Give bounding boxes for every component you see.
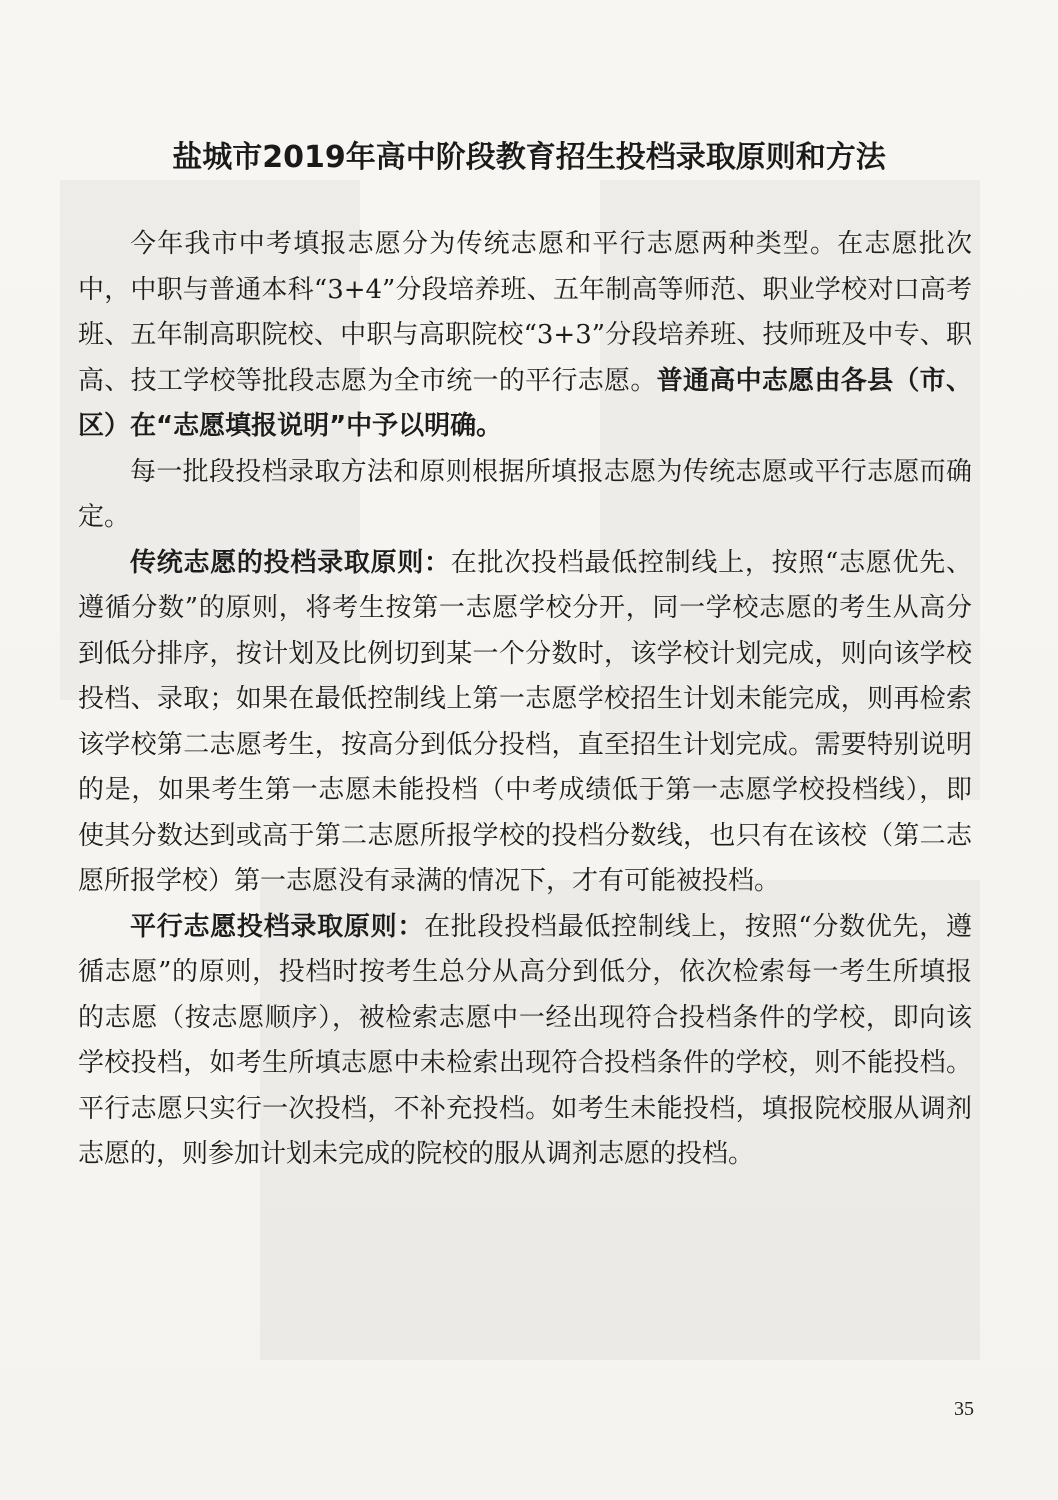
paragraph-intro-text: 今年我市中考填报志愿分为传统志愿和平行志愿两种类型。在志愿批次中，中职与普通本科“3+4”分段培养班、五年制高等师范、职业学校对口高考班、五年制高职院校、中职与高职院校“3+3”分段培养班、技师班及中专、职高、技工学校等批段志愿为全市统一的平行志愿。 [78, 229, 972, 396]
page-number: 35 [954, 1398, 974, 1420]
paragraph-traditional [78, 541, 972, 905]
paragraph-intro-bold: 普通高中志愿由各县（市、区）在“志愿填报说明”中予以明确。 [78, 365, 972, 441]
document-body [78, 222, 972, 1178]
paragraph-method-text: 每一批段投档录取方法和原则根据所填报志愿为传统志愿或平行志愿而确定。 [78, 456, 972, 532]
paragraph-parallel-heading: 平行志愿投档录取原则： [130, 911, 425, 942]
paragraph-parallel [78, 905, 972, 1178]
paragraph-method [78, 450, 972, 541]
paragraph-parallel-text: 在批段投档最低控制线上，按照“分数优先，遵循志愿”的原则，投档时按考生总分从高分到低分，依次检索每一考生所填报的志愿（按志愿顺序），被检索志愿中一经出现符合投档条件的学校，即向该学校投档，如考生所填志愿中未检索出现符合投档条件的学校，则不能投档。平行志愿只实行一次投档，不补充投档。如考生未能投档，填报院校服从调剂志愿的，则参加计划未完成的院校的服从调剂志愿的投档。 [78, 911, 972, 1169]
paragraph-intro [78, 222, 972, 450]
paragraph-traditional-heading: 传统志愿的投档录取原则： [130, 547, 451, 578]
page-title: 盐城市2019年高中阶段教育招生投档录取原则和方法 [172, 140, 886, 175]
paragraph-traditional-text: 在批次投档最低控制线上，按照“志愿优先、遵循分数”的原则，将考生按第一志愿学校分开，同一学校志愿的考生从高分到低分排序，按计划及比例切到某一个分数时，该学校计划完成，则向该学校投档、录取；如果在最低控制线上第一志愿学校招生计划未能完成，则再检索该学校第二志愿考生，按高分到低分投档，直至招生计划完成。需要特别说明的是，如果考生第一志愿未能投档（中考成绩低于第一志愿学校投档线），即使其分数达到或高于第二志愿所报学校的投档分数线，也只有在该校（第二志愿所报学校）第一志愿没有录满的情况下，才有可能被投档。 [78, 547, 972, 896]
